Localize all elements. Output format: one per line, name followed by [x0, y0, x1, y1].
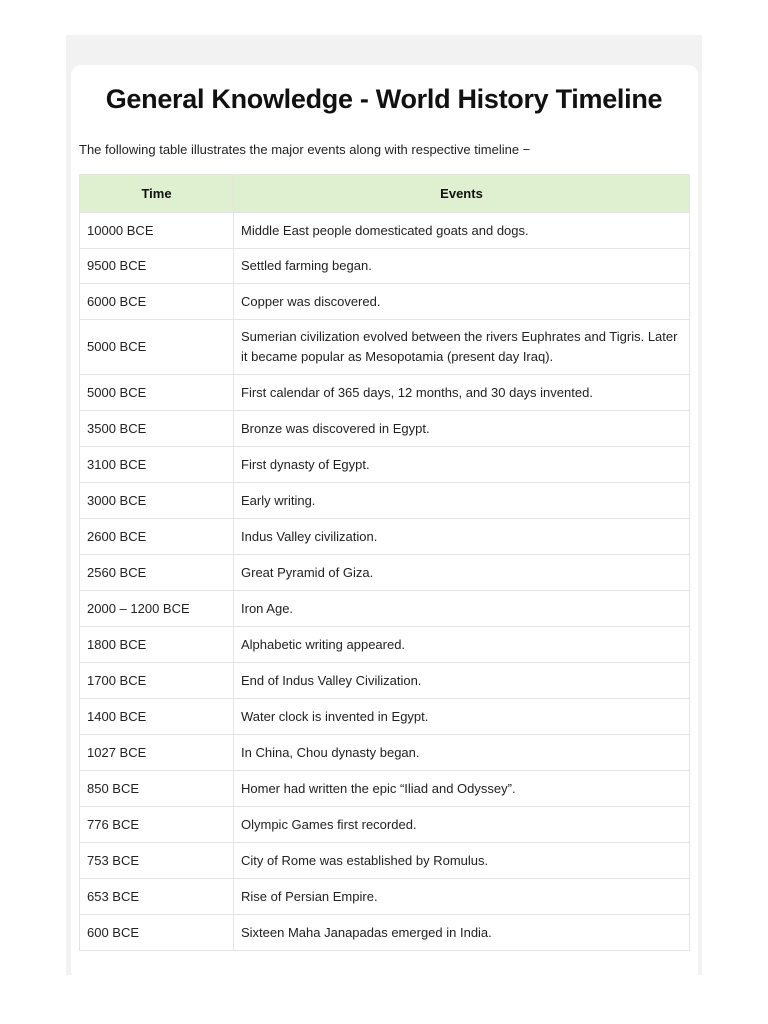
table-row — [80, 735, 690, 771]
time-cell: 600 BCE — [80, 915, 234, 951]
event-cell: In China, Chou dynasty began. — [234, 735, 690, 771]
time-cell: 753 BCE — [80, 843, 234, 879]
time-cell: 1700 BCE — [80, 663, 234, 699]
time-cell: 2000 – 1200 BCE — [80, 591, 234, 627]
event-cell: Water clock is invented in Egypt. — [234, 699, 690, 735]
event-cell: Middle East people domesticated goats and dogs. — [234, 213, 690, 249]
table-row — [80, 375, 690, 411]
time-cell: 653 BCE — [80, 879, 234, 915]
event-cell: First dynasty of Egypt. — [234, 447, 690, 483]
time-cell: 1400 BCE — [80, 699, 234, 735]
time-cell: 5000 BCE — [80, 320, 234, 375]
table-row — [80, 627, 690, 663]
event-cell: Homer had written the epic “Iliad and Odyssey”. — [234, 771, 690, 807]
event-cell: Copper was discovered. — [234, 284, 690, 320]
time-cell: 10000 BCE — [80, 213, 234, 249]
event-cell: Alphabetic writing appeared. — [234, 627, 690, 663]
page-title: General Knowledge - World History Timeline — [105, 84, 663, 114]
table-header-row — [80, 175, 690, 213]
table-row — [80, 411, 690, 447]
event-cell: Sumerian civilization evolved between the rivers Euphrates and Tigris. Later it became popular as Mesopotamia (present day Iraq). — [234, 320, 690, 375]
event-cell: City of Rome was established by Romulus. — [234, 843, 690, 879]
table-row — [80, 879, 690, 915]
table-row — [80, 249, 690, 284]
event-cell: Great Pyramid of Giza. — [234, 555, 690, 591]
event-cell: Sixteen Maha Janapadas emerged in India. — [234, 915, 690, 951]
time-cell: 1027 BCE — [80, 735, 234, 771]
event-cell: Rise of Persian Empire. — [234, 879, 690, 915]
time-cell: 3500 BCE — [80, 411, 234, 447]
time-cell: 2560 BCE — [80, 555, 234, 591]
intro-text: The following table illustrates the major events along with respective timeline − — [79, 142, 531, 157]
event-cell: Iron Age. — [234, 591, 690, 627]
table-row — [80, 320, 690, 375]
time-cell: 6000 BCE — [80, 284, 234, 320]
event-cell: Indus Valley civilization. — [234, 519, 690, 555]
time-cell: 9500 BCE — [80, 249, 234, 284]
table-row — [80, 213, 690, 249]
time-cell: 3100 BCE — [80, 447, 234, 483]
time-cell: 2600 BCE — [80, 519, 234, 555]
header-time: Time — [80, 175, 234, 213]
event-cell: Settled farming began. — [234, 249, 690, 284]
time-cell: 850 BCE — [80, 771, 234, 807]
time-cell: 1800 BCE — [80, 627, 234, 663]
table-row — [80, 915, 690, 951]
table-row — [80, 663, 690, 699]
event-cell: End of Indus Valley Civilization. — [234, 663, 690, 699]
timeline-table — [79, 174, 690, 951]
time-cell: 776 BCE — [80, 807, 234, 843]
event-cell: Early writing. — [234, 483, 690, 519]
event-cell: Bronze was discovered in Egypt. — [234, 411, 690, 447]
event-cell: Olympic Games first recorded. — [234, 807, 690, 843]
table-row — [80, 555, 690, 591]
event-cell: First calendar of 365 days, 12 months, and 30 days invented. — [234, 375, 690, 411]
table-row — [80, 699, 690, 735]
table-row — [80, 284, 690, 320]
time-cell: 3000 BCE — [80, 483, 234, 519]
table-row — [80, 591, 690, 627]
header-events: Events — [234, 175, 690, 213]
table-row — [80, 519, 690, 555]
table-row — [80, 807, 690, 843]
table-row — [80, 843, 690, 879]
table-row — [80, 447, 690, 483]
table-row — [80, 771, 690, 807]
table-row — [80, 483, 690, 519]
time-cell: 5000 BCE — [80, 375, 234, 411]
